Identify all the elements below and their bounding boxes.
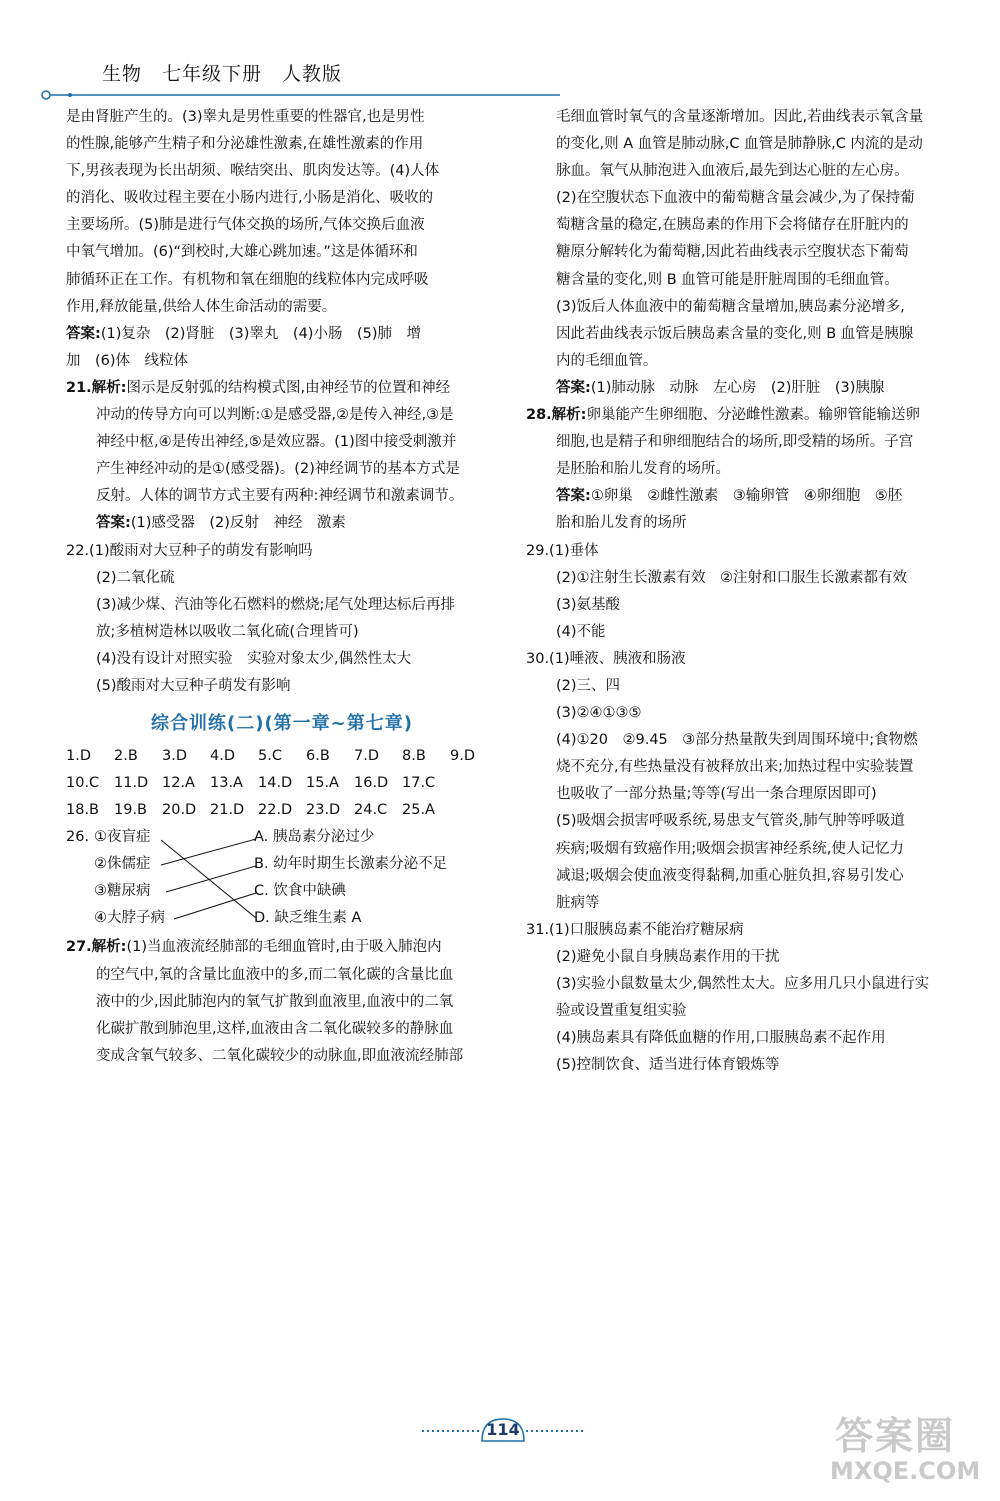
mc-answer: 9.D — [450, 748, 475, 765]
q28-answer: 答案:①卵巢 ②雌性激素 ③输卵管 ④卵细胞 ⑤胚 — [556, 488, 903, 505]
mc-answer: 6.B — [306, 748, 330, 765]
answer-label: 答案: — [96, 515, 131, 532]
mc-answer: 20.D — [162, 802, 197, 819]
q29-line: 29.(1)垂体 — [526, 542, 599, 559]
q27-p3-line: 因此若曲线表示饭后胰岛素含量的变化,则 B 血管是胰腺 — [556, 325, 914, 342]
q22-line: (3)减少煤、汽油等化石燃料的燃烧;尾气处理达标后再排 — [96, 596, 455, 613]
q30-line: (3)②④①③⑤ — [556, 705, 642, 722]
answer-label: 答案: — [556, 488, 591, 505]
q20-answer: 答案:(1)复杂 (2)肾脏 (3)睾丸 (4)小肠 (5)肺 增 — [66, 325, 422, 342]
mc-answer: 16.D — [354, 775, 389, 792]
mc-answer: 18.B — [66, 802, 100, 819]
q31-line: (3)实验小鼠数量太少,偶然性太大。应多用几只小鼠进行实 — [556, 976, 930, 992]
mc-answer: 24.C — [354, 802, 388, 819]
mc-answer: 7.D — [354, 748, 379, 765]
q27-p2-line: (2)在空腹状态下血液中的葡萄糖含量会减少,为了保持葡 — [556, 190, 915, 207]
page-number: 114 — [486, 1420, 520, 1439]
q30-line: (5)吸烟会损害呼吸系统,易患支气管炎,肺气肿等呼吸道 — [556, 813, 905, 830]
q27-line: 27.解析:(1)当血液流经肺部的毛细血管时,由于吸入肺泡内 — [66, 939, 442, 956]
q29-line: (2)①注射生长激素有效 ②注射和口服生长激素都有效 — [556, 569, 908, 586]
mc-answer: 1.D — [66, 748, 91, 765]
q27-p3-line: 内的毛细血管。 — [556, 352, 658, 369]
mc-answers-row — [66, 743, 498, 770]
q21-line: 21.解析:图示是反射弧的结构模式图,由神经节的位置和神经 — [66, 379, 451, 396]
q30-line: 减退;吸烟会使血液变得黏稠,加重心脏负担,容易引发心 — [556, 867, 904, 884]
q31-line: (4)胰岛素具有降低血糖的作用,口服胰岛素不起作用 — [556, 1030, 886, 1047]
q27-line: 化碳扩散到肺泡里,这样,血液由含二氧化碳较多的静脉血 — [96, 1020, 454, 1037]
mc-answer: 11.D — [114, 775, 149, 792]
q30-line: 脏病等 — [556, 894, 600, 911]
q30-line: 也吸收了一部分热量;等等(写出一条合理原因即可) — [556, 786, 877, 803]
watermark-logo — [830, 1405, 980, 1495]
mc-answer: 3.D — [162, 748, 187, 765]
q20-line: 主要场所。(5)肺是进行气体交换的场所,气体交换后血液 — [66, 217, 425, 234]
match-left-item: ③糖尿病 — [94, 883, 151, 900]
q20-line: 下,男孩表现为长出胡须、喉结突出、肌肉发达等。(4)人体 — [66, 163, 440, 180]
q30-line: 30.(1)唾液、胰液和肠液 — [526, 650, 686, 667]
match-right-item: D. 缺乏维生素 A — [254, 910, 362, 927]
mc-answer: 4.D — [210, 748, 235, 765]
match-right-item: A. 胰岛素分泌过少 — [254, 829, 375, 846]
q22-line: 放;多植树造林以吸收二氧化硫(合理皆可) — [96, 623, 359, 640]
q20-line: 中氧气增加。(6)“到校时,大雄心跳加速。”这是体循环和 — [66, 244, 418, 261]
q27-p2-line: 糖原分解转化为葡萄糖,因此若曲线表示空腹状态下葡萄 — [556, 244, 909, 261]
mc-answers-row — [66, 770, 498, 797]
q31-line: (2)避免小鼠自身胰岛素作用的干扰 — [556, 948, 780, 965]
watermark-text: 答案圈 — [835, 1414, 956, 1458]
match-line — [174, 893, 256, 919]
q27-cont-line: 的变化,则 A 血管是肺动脉,C 血管是肺静脉,C 内流的是动 — [556, 136, 923, 153]
q27-answer: 答案:(1)肺动脉 动脉 左心房 (2)肝脏 (3)胰腺 — [556, 379, 885, 396]
mc-answer: 10.C — [66, 775, 100, 792]
q21-line: 神经中枢,④是传出神经,⑤是效应器。(1)图中接受刺激并 — [96, 434, 457, 451]
q27-line: 的空气中,氧的含量比血液中的多,而二氧化碳的含量比血 — [96, 966, 454, 983]
mc-answer: 5.C — [258, 748, 282, 765]
q22-line: (2)二氧化硫 — [96, 569, 175, 586]
mc-answer: 14.D — [258, 775, 293, 792]
q28-label: 28.解析: — [526, 407, 587, 424]
q29-line: (4)不能 — [556, 623, 606, 640]
q21-line: 冲动的传导方向可以判断:①是感受器,②是传入神经,③是 — [96, 407, 454, 424]
right-column — [526, 104, 958, 1079]
mc-answer — [450, 797, 498, 824]
answer-label: 答案: — [66, 325, 101, 342]
q20-line: 作用,释放能量,供给人体生命活动的需要。 — [66, 298, 337, 315]
answer-label: 答案: — [556, 379, 591, 396]
q21-label: 21.解析: — [66, 379, 127, 396]
q21-line: 反射。人体的调节方式主要有两种:神经调节和激素调节。 — [96, 488, 464, 505]
q26-matching — [66, 824, 498, 934]
mc-answer: 25.A — [402, 802, 435, 819]
mc-answer: 15.A — [306, 775, 339, 792]
q30-line: (4)①20 ②9.45 ③部分热量散失到周围环境中;食物燃 — [556, 732, 918, 749]
page-header — [40, 55, 1000, 105]
q27-p2-line: 萄糖含量的稳定,在胰岛素的作用下会将储存在肝脏内的 — [556, 217, 909, 234]
q20-line: 是由肾脏产生的。(3)睾丸是男性重要的性器官,也是男性 — [66, 109, 425, 125]
match-left-item: ②侏儒症 — [94, 856, 151, 873]
match-left-item: ①夜盲症 — [94, 829, 151, 846]
mc-answer: 22.D — [258, 802, 293, 819]
q21-line: 产生神经冲动的是①(感受器)。(2)神经调节的基本方式是 — [96, 461, 460, 478]
q20-answer-cont: 加 (6)体 线粒体 — [66, 352, 189, 369]
q27-line: 液中的少,因此肺泡内的氧气扩散到血液里,血液中的二氧 — [96, 993, 454, 1010]
q31-line: 31.(1)口服胰岛素不能治疗糖尿病 — [526, 921, 744, 938]
q28-line: 是胚胎和胎儿发育的场所。 — [556, 461, 730, 478]
mc-answer: 21.D — [210, 802, 245, 819]
q29-line: (3)氨基酸 — [556, 596, 621, 613]
q27-line: 变成含氧气较多、二氧化碳较少的动脉血,即血液流经肺部 — [96, 1047, 464, 1064]
q27-p3-line: (3)饭后人体血液中的葡萄糖含量增加,胰岛素分泌增多, — [556, 298, 905, 315]
watermark-url: MXQE.COM — [830, 1457, 981, 1485]
q20-line: 的性腺,能够产生精子和分泌雄性激素,在雄性激素的作用 — [66, 136, 424, 153]
q31-line: (5)控制饮食、适当进行体育锻炼等 — [556, 1057, 780, 1074]
q22-line: (4)没有设计对照实验 实验对象太少,偶然性太大 — [96, 650, 412, 667]
q27-cont-line: 脉血。氧气从肺泡进入血液后,最先到达心脏的左心房。 — [556, 163, 909, 180]
mc-answers-row — [66, 797, 498, 824]
section-title: 综合训练(二)(第一章~第七章) — [151, 713, 413, 735]
mc-answer: 13.A — [210, 775, 243, 792]
q30-line: 烧不充分,有些热量没有被释放出来;加热过程中实验装置 — [556, 759, 914, 776]
q22-line: (5)酸雨对大豆种子萌发有影响 — [96, 677, 291, 694]
match-right-item: C. 饮食中缺碘 — [254, 883, 346, 900]
q28-answer-cont: 胎和胎儿发育的场所 — [556, 515, 687, 532]
mc-answer: 8.B — [402, 748, 426, 765]
matching-lines — [66, 824, 266, 934]
page-footer — [420, 1415, 590, 1445]
mc-answer: 2.B — [114, 748, 138, 765]
q22-line: 22.(1)酸雨对大豆种子的萌发有影响吗 — [66, 542, 313, 559]
match-line — [166, 866, 256, 892]
q27-label: 27.解析: — [66, 939, 127, 956]
q20-line: 的消化、吸收过程主要在小肠内进行,小肠是消化、吸收的 — [66, 190, 434, 207]
left-column — [66, 104, 498, 1070]
q20-line: 肺循环正在工作。有机物和氧在细胞的线粒体内完成呼吸 — [66, 271, 429, 288]
match-left-item: ④大脖子病 — [94, 910, 165, 927]
q27-cont-line: 毛细血管时氧气的含量逐渐增加。因此,若曲线表示氧含量 — [556, 109, 924, 125]
q28-line: 28.解析:卵巢能产生卵细胞、分泌雌性激素。输卵管能输送卵 — [526, 407, 920, 424]
header-title: 生物 七年级下册 人教版 — [102, 63, 343, 85]
q30-line: (2)三、四 — [556, 677, 621, 694]
q26-number: 26. — [66, 829, 90, 846]
mc-answer: 17.C — [402, 775, 436, 792]
q21-answer: 答案:(1)感受器 (2)反射 神经 激素 — [96, 515, 346, 532]
mc-answer: 19.B — [114, 802, 148, 819]
mc-answer — [450, 770, 498, 797]
mc-answer: 23.D — [306, 802, 341, 819]
match-right-item: B. 幼年时期生长激素分泌不足 — [254, 856, 448, 873]
q27-p2-line: 糖含量的变化,则 B 血管可能是肝脏周围的毛细血管。 — [556, 271, 899, 288]
header-rule — [40, 89, 560, 101]
q30-line: 疾病;吸烟有致癌作用;吸烟会损害神经系统,使人记忆力 — [556, 840, 904, 857]
mc-answer: 12.A — [162, 775, 195, 792]
q31-line: 验或设置重复组实验 — [556, 1003, 687, 1020]
q28-line: 细胞,也是精子和卵细胞结合的场所,即受精的场所。子宫 — [556, 434, 914, 451]
